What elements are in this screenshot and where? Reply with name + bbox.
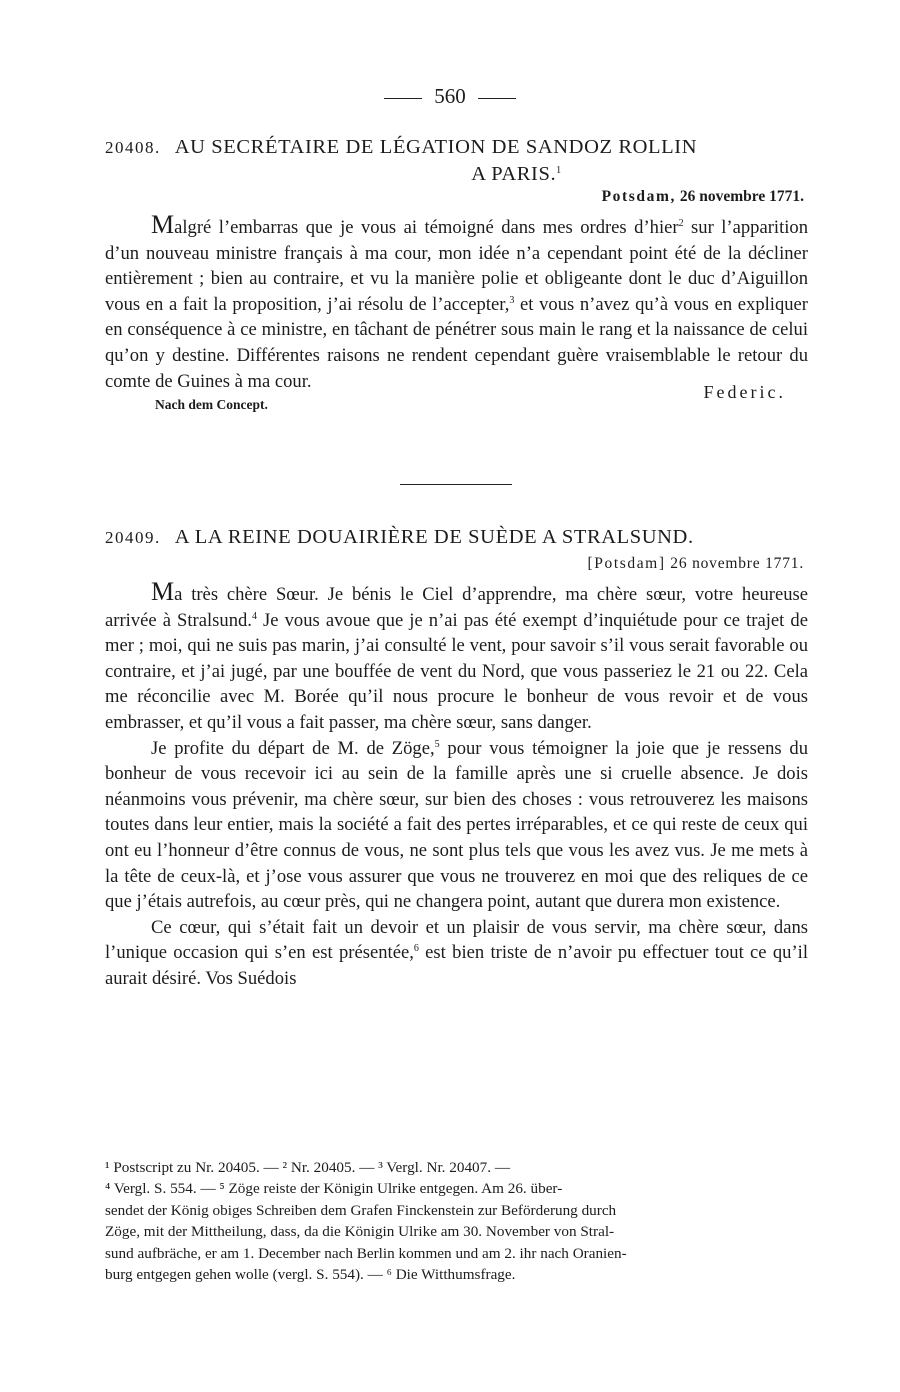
letter-title-line2: A PARIS. <box>471 163 557 185</box>
page-number-row <box>0 84 900 109</box>
date-text: 26 novembre 1771. <box>670 555 804 572</box>
date-place: [Potsdam] <box>587 555 666 572</box>
letter-number: 20408. <box>105 138 161 157</box>
footnote-line: burg entgegen gehen wolle (vergl. S. 554). — ⁶ Die Witthumsfrage. <box>105 1266 516 1284</box>
letter-dateline <box>105 188 808 206</box>
letter-paragraph <box>105 212 808 394</box>
footnote-ref: 2 <box>678 218 684 229</box>
page-number-left-dash <box>384 98 422 99</box>
date-text: 26 novembre 1771. <box>679 188 804 205</box>
paragraph-text: a très chère Sœur. Je bénis le Ciel d’apprendre, ma chère sœur, votre heureuse arrivée à Stralsund. <box>105 584 808 631</box>
footnote-ref: 1 <box>556 165 562 176</box>
letter-paragraph <box>105 915 808 992</box>
letter-20409 <box>105 524 808 992</box>
signature: Federic. <box>703 382 786 403</box>
footnote-ref: 4 <box>251 610 257 622</box>
paragraph-text: algré l’embarras que je vous ai témoigné dans mes ordres d’hier <box>174 217 679 238</box>
letter-title-line2-row <box>105 161 808 187</box>
footnotes <box>105 1157 810 1285</box>
footnote-ref: 6 <box>413 943 419 955</box>
letter-title-line1: A LA REINE DOUAIRIÈRE DE SUÈDE A STRALSUND. <box>174 526 694 548</box>
footnote-line: ⁴ Vergl. S. 554. — ⁵ Zöge reiste der Königin Ulrike entgegen. Am 26. über- <box>105 1180 563 1198</box>
letter-number: 20409. <box>105 528 161 547</box>
paragraph-text: Je vous avoue que je n’ai pas été exempt d’inquiétude pour ce trajet de mer ; moi, qui ne suis pas marin, j’ai consulté le vent, pour savoir s’il vous serait favorable ou contraire, et j’ai jugé, par une bouffée de vent du Nord, que vous passeriez le 21 ou 22. Cela me réconcilie avec M. Borée qu’il nous procure le bonheur de vous revoir et de vous embrasser, et qu’il vous a fait passer, ma chère sœur, sans danger. <box>105 609 808 733</box>
date-place: Potsdam, <box>601 188 676 205</box>
initial-letter: M <box>151 577 175 606</box>
footnote-ref: 3 <box>509 294 515 306</box>
letter-20408 <box>105 134 808 413</box>
letter-dateline <box>105 555 808 573</box>
letter-paragraph <box>105 736 808 915</box>
letter-title-line1: AU SECRÉTAIRE DE LÉGATION DE SANDOZ ROLLIN <box>174 136 698 158</box>
paragraph-text: pour vous témoigner la joie que je ressens du bonheur de vous recevoir ici au sein de la famille après une si cruelle absence. Je dois néanmoins vous prévenir, ma chère sœur, sur bien des choses : vous retrouverez les maisons toutes dans leur entier, mais la société a fait des pertes irréparables, et ce qui reste de ceux qui ont eu l’honneur d’être connus de vous, ne sont plus tels que vous les avez vus. Je me mets à la tête de ceux-là, et j’ose vous assurer que vous ne trouverez en moi que des reliques de ce que j’étais autrefois, au cœur près, qui ne changera point, autant que durera mon existence. <box>105 737 808 913</box>
footnote-line: ¹ Postscript zu Nr. 20405. — ² Nr. 20405. — ³ Vergl. Nr. 20407. — <box>105 1159 511 1176</box>
footnote-line: sund aufbräche, er am 1. December nach Berlin kommen und am 2. ihr nach Oranien- <box>105 1244 627 1262</box>
footnote-line: Zöge, mit der Mittheilung, dass, da die Königin Ulrike am 30. November von Stral- <box>105 1223 615 1241</box>
source-note: Nach dem Concept. <box>155 397 268 413</box>
initial-letter: M <box>151 210 175 239</box>
footnote-line: sendet der König obiges Schreiben dem Grafen Finckenstein zur Beförderung durch <box>105 1201 617 1219</box>
page-number: 560 <box>434 84 466 108</box>
letter-paragraph <box>105 579 808 736</box>
section-divider <box>400 484 512 485</box>
letter-heading <box>105 134 808 187</box>
paragraph-text: et vous n’avez qu’à vous en expliquer en conséquence à ce ministre, en tâchant de pénétrer sous main le rang et la naissance de celui qu’on y destine. Différentes raisons ne rendent cependant guère vraisemblable le retour du comte de Guines à ma cour. <box>105 293 808 392</box>
footnote-ref: 5 <box>434 738 440 750</box>
page-number-right-dash <box>478 98 516 99</box>
paragraph-text: sur l’apparition d’un nouveau ministre français à ma cour, mon idée n’a cependant point été de la décliner entièrement ; bien au contraire, et vu la manière polie et obligeante dont le duc d’Aiguillon vous en a fait la proposition, j’ai résolu de l’accepter, <box>105 217 809 315</box>
letter-heading <box>105 524 808 551</box>
paragraph-text: Je profite du départ de M. de Zöge, <box>151 737 435 759</box>
paragraph-text: est bien triste de n’avoir pu effectuer tout ce qu’il aurait désiré. Vos Suédois <box>105 942 808 989</box>
paragraph-text: Ce cœur, qui s’était fait un devoir et un plaisir de vous servir, ma chère sœur, dans l’unique occasion qui s’en est présentée, <box>105 916 808 964</box>
